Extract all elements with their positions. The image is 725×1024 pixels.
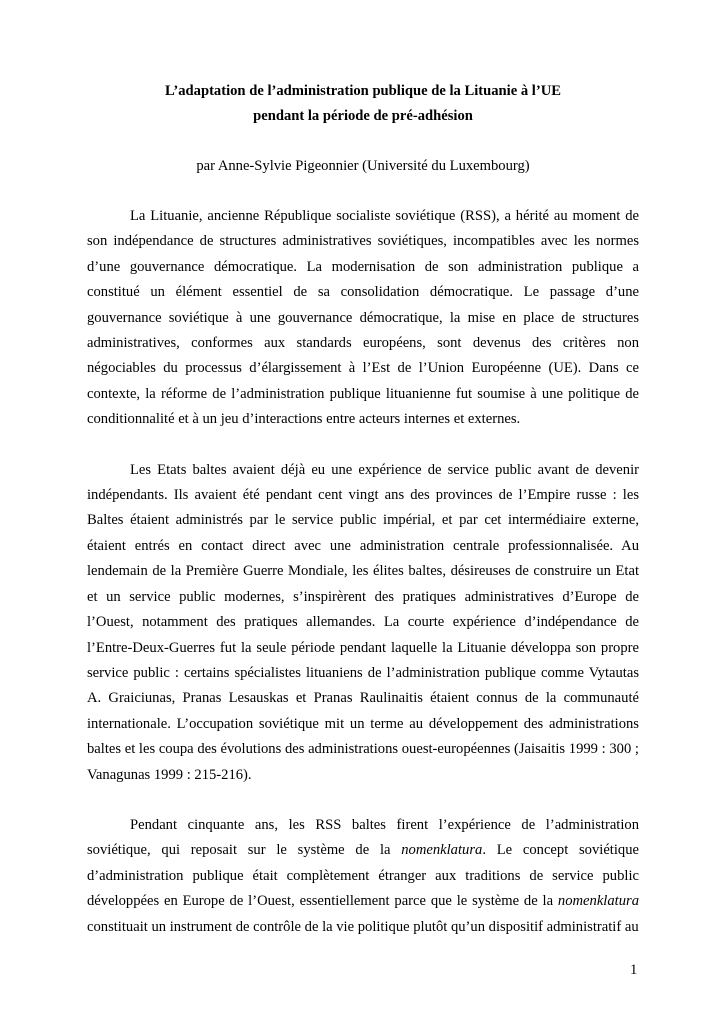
author-line: par Anne-Sylvie Pigeonnier (Université du Luxembourg) — [196, 158, 530, 174]
title-line-2: pendant la période de pré-adhésion — [253, 108, 473, 124]
paragraph-3-italic-1: nomenklatura — [401, 842, 483, 859]
title-line-1: L’adaptation de l’administration publique de la Lituanie à l’UE — [164, 83, 561, 99]
page-number: 1 — [630, 962, 638, 978]
paragraph-3-text-3: constituait un instrument de contrôle de la vie politique plutôt qu’un dispositif administratif au — [87, 918, 639, 935]
paragraph-3-italic-2: nomenklatura — [557, 893, 639, 910]
paragraph-3-text-1: Pendant cinquante ans, les RSS baltes firent l’expérience de l’administration soviétique, qui reposait sur le système de la — [87, 816, 639, 859]
paragraph-3-text-2: . Le concept soviétique d’administration publique était complètement étranger aux traditions de service public développées en Europe de l’Ouest, essentiellement parce que le système de la — [87, 842, 639, 910]
document-page — [87, 79, 639, 940]
paragraph-2: Les Etats baltes avaient déjà eu une expérience de service public avant de devenir indépendants. Ils avaient été pendant cent vingt ans des provinces de l’Empire russe : les Baltes étaient administrés par le service public impérial, et par cet intermédiaire externe, étaient entrés en contact direct avec une administration centrale professionnalisée. Au lendemain de la Première Guerre Mondiale, les élites baltes, désireuses de construire un Etat et un service public modernes, s’inspirèrent des pratiques administratives d’Europe de l’Ouest, notamment des pratiques allemandes. La courte expérience d’indépendance de l’Entre-Deux-Guerres fut la seule période pendant laquelle la Lituanie développa son propre service public : certains spécialistes lituaniens de l’administration publique comme Vytautas A. Graiciunas, Pranas Lesauskas et Pranas Raulinaitis étaient connus de la communauté internationale. L’occupation soviétique mit un terme au développement des administrations baltes et les coupa des évolutions des administrations ouest-européennes (Jaisaitis 1999 : 300 ; Vanagunas 1999 : 215-216). — [87, 461, 639, 783]
paragraph-1: La Lituanie, ancienne République socialiste soviétique (RSS), a hérité au moment de son indépendance de structures administratives soviétiques, incompatibles avec les normes d’une gouvernance démocratique. La modernisation de son administration publique a constitué un élément essentiel de sa consolidation démocratique. Le passage d’une gouvernance soviétique à une gouvernance démocratique, la mise en place de structures administratives, conformes aux standards européens, sont devenus des critères non négociables du processus d’élargissement à l’Est de l’Union Européenne (UE). Dans ce contexte, la réforme de l’administration publique lituanienne fut soumise à une politique de conditionnalité et à un jeu d’interactions entre acteurs internes et externes. — [87, 208, 639, 428]
paragraph-3 — [87, 813, 639, 940]
